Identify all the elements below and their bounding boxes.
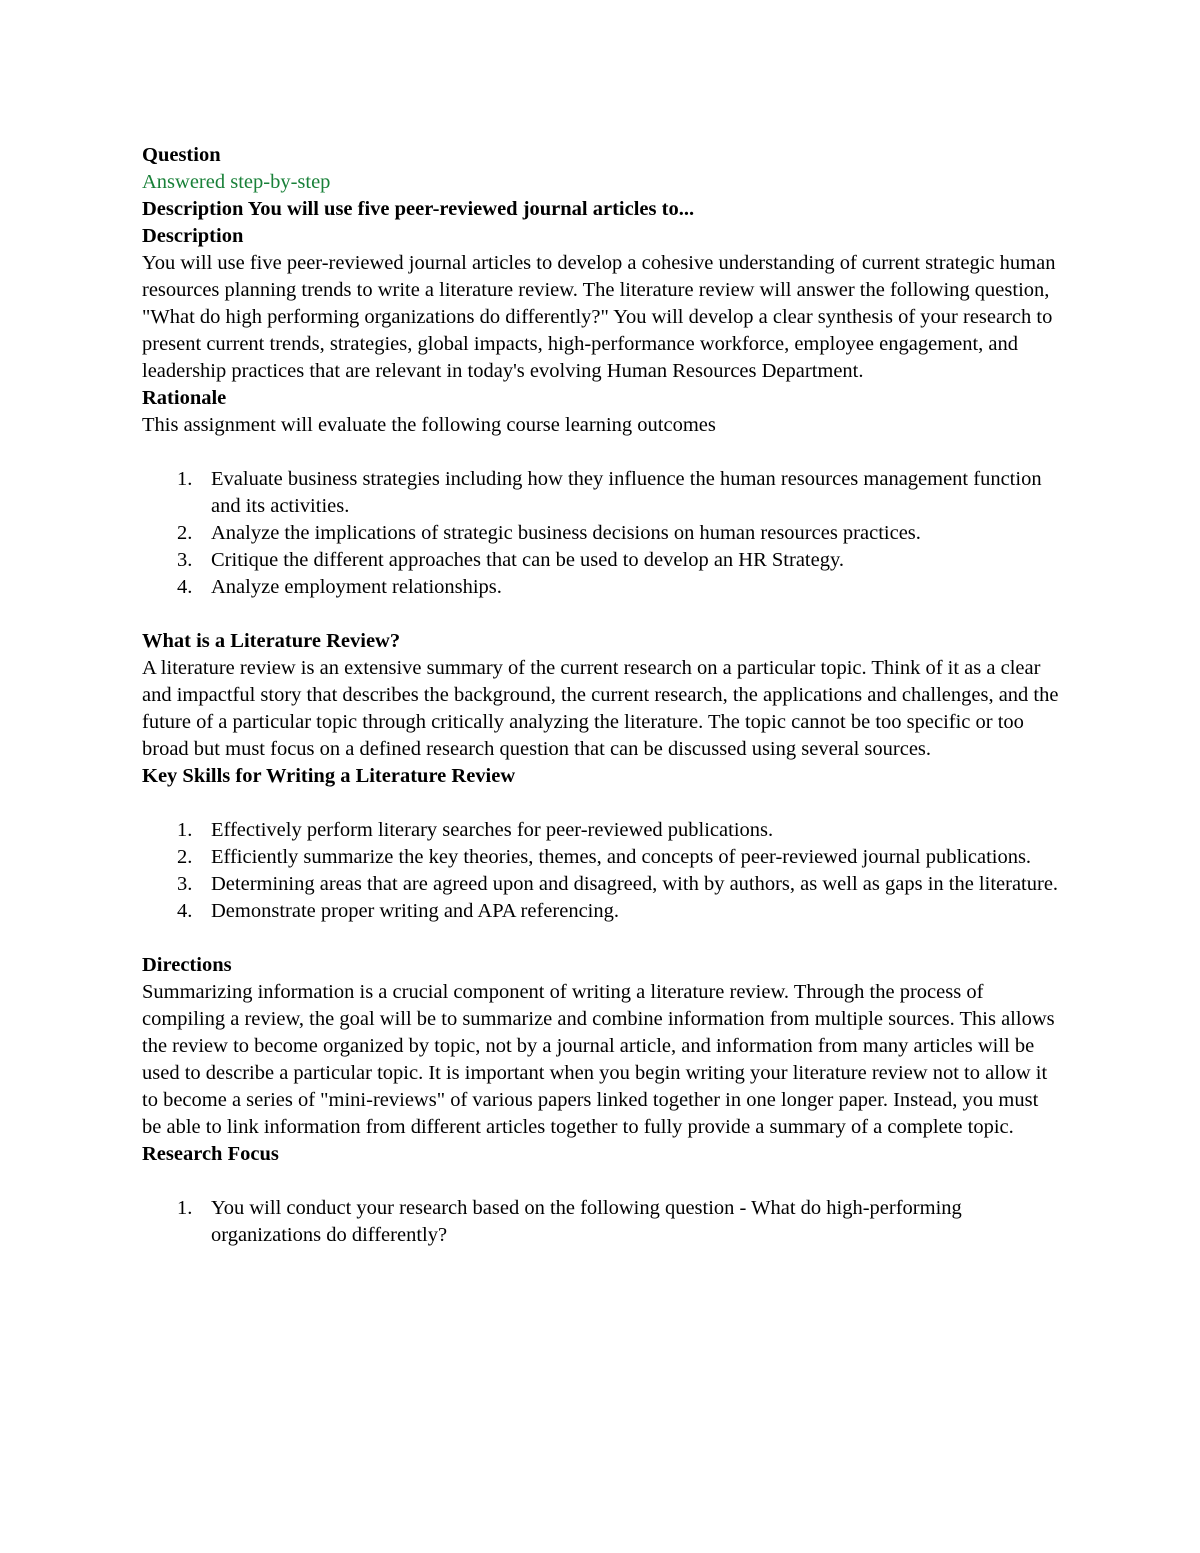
directions-body: Summarizing information is a crucial component of writing a literature review. Through the process of compiling a review, the goal will be to summarize and combine information from multiple sources. This allows the review to become organized by topic, not by a journal article, and information from many articles will be used to describe a particular topic. It is important when you begin writing your literature review not to allow it to become a series of "mini-reviews" of various papers linked together in one longer paper. Instead, you must be able to link information from different articles together to fully provide a summary of a complete topic. (142, 981, 1055, 1138)
list-text: Evaluate business strategies including how they influence the human resources management function and its activities. (211, 468, 1042, 517)
research-list (142, 1195, 1062, 1249)
skills-list (142, 817, 1062, 925)
list-number: 3. (177, 549, 193, 571)
list-number: 1. (177, 1197, 193, 1219)
directions-heading: Directions (142, 954, 232, 976)
list-text: Demonstrate proper writing and APA referencing. (211, 900, 619, 922)
rationale-intro: This assignment will evaluate the following course learning outcomes (142, 414, 716, 436)
list-number: 2. (177, 522, 193, 544)
list-text: Analyze employment relationships. (211, 576, 502, 598)
literature-heading: What is a Literature Review? (142, 630, 401, 652)
list-text: Critique the different approaches that can be used to develop an HR Strategy. (211, 549, 845, 571)
skills-heading: Key Skills for Writing a Literature Review (142, 765, 516, 787)
list-text: You will conduct your research based on the following question - What do high-performing organizations do differently? (211, 1197, 962, 1246)
list-text: Analyze the implications of strategic business decisions on human resources practices. (211, 522, 921, 544)
list-item (142, 898, 1062, 925)
list-text: Determining areas that are agreed upon and disagreed, with by authors, as well as gaps in the literature. (211, 873, 1059, 895)
literature-body: A literature review is an extensive summary of the current research on a particular topic. Think of it as a clear and impactful story that describes the background, the current research, the applications and challenges, and the future of a particular topic through critically analyzing the literature. The topic cannot be too specific or too broad but must focus on a defined research question that can be discussed using several sources. (142, 657, 1059, 760)
list-item (142, 817, 1062, 844)
list-item (142, 871, 1062, 898)
list-item (142, 844, 1062, 871)
research-heading: Research Focus (142, 1143, 279, 1165)
list-number: 1. (177, 468, 193, 490)
list-number: 2. (177, 846, 193, 868)
question-title: Description You will use five peer-reviewed journal articles to... (142, 198, 695, 220)
list-number: 4. (177, 900, 193, 922)
list-text: Efficiently summarize the key theories, themes, and concepts of peer-reviewed journal publications. (211, 846, 1032, 868)
list-text: Effectively perform literary searches for peer-reviewed publications. (211, 819, 774, 841)
description-body: You will use five peer-reviewed journal articles to develop a cohesive understanding of current strategic human resources planning trends to write a literature review. The literature review will answer the following question, "What do high performing organizations do differently?" You will develop a clear synthesis of your research to present current trends, strategies, global impacts, high-performance workforce, employee engagement, and leadership practices that are relevant in today's evolving Human Resources Department. (142, 252, 1056, 382)
description-heading: Description (142, 225, 244, 247)
question-label: Question (142, 144, 221, 166)
list-number: 4. (177, 576, 193, 598)
list-item (142, 547, 1062, 574)
list-number: 1. (177, 819, 193, 841)
list-item (142, 466, 1062, 520)
document-page (142, 142, 1062, 1249)
list-item (142, 574, 1062, 601)
list-number: 3. (177, 873, 193, 895)
rationale-heading: Rationale (142, 387, 227, 409)
answer-status: Answered step-by-step (142, 171, 331, 193)
list-item (142, 520, 1062, 547)
list-item (142, 1195, 1062, 1249)
outcomes-list (142, 466, 1062, 601)
